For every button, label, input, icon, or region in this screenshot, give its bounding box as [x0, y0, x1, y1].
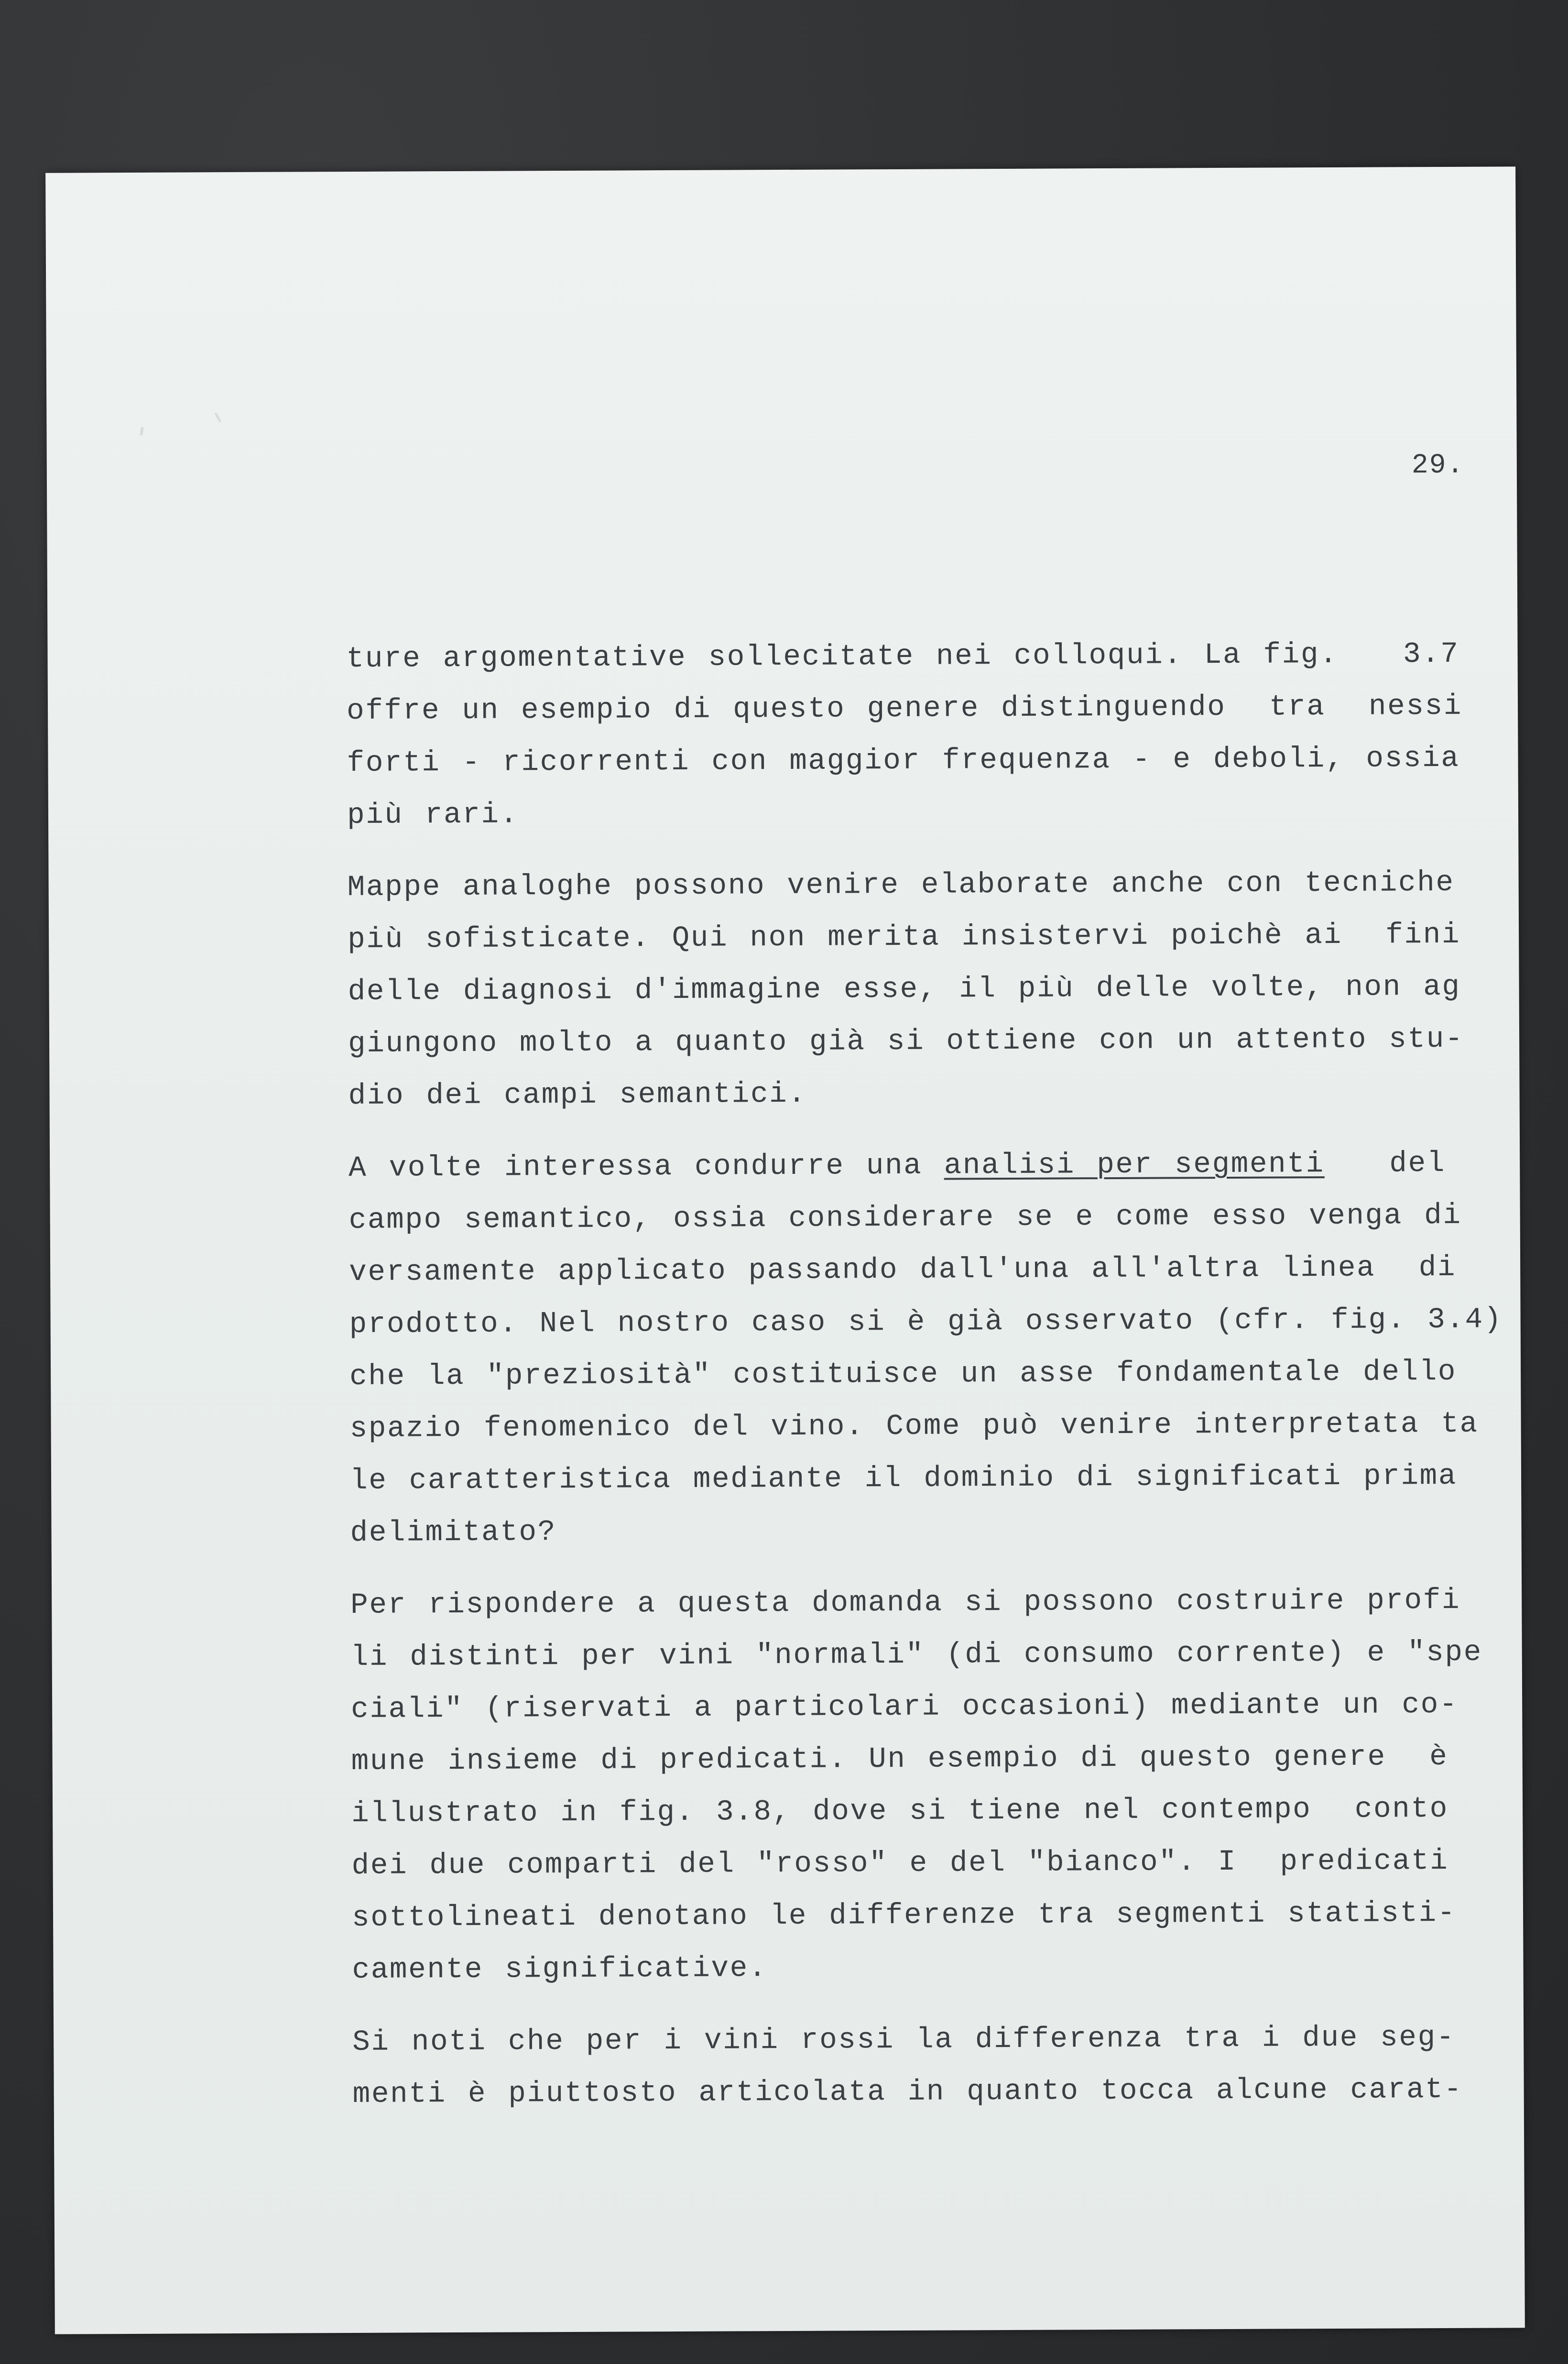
- text-line: più sofisticate. Qui non merita insistervi poichè ai fini: [348, 918, 1461, 956]
- text-line: [348, 1138, 1446, 1194]
- typewritten-page: [45, 166, 1525, 2334]
- text-line: prodotto. Nel nostro caso si è già osservato (cfr. fig. 3.4): [349, 1303, 1503, 1341]
- body-text: [346, 628, 1503, 2120]
- text-line: ture argomentative sollecitate nei colloqui. La fig. 3.7: [346, 637, 1459, 676]
- text-line: giungono molto a quanto già si ottiene con un attento stu-: [348, 1022, 1464, 1061]
- text-line: illustrato in fig. 3.8, dove si tiene nel contempo conto: [351, 1792, 1449, 1830]
- paragraph-4: [350, 1575, 1482, 1996]
- text-line: versamente applicato passando dall'una all'altra linea di: [349, 1251, 1457, 1289]
- text-line: Per rispondere a questa domanda si possono costruire profi: [350, 1584, 1461, 1622]
- paper-mark: [140, 427, 143, 436]
- text-line: Si noti che per i vini rossi la differenza tra i due seg-: [352, 2021, 1456, 2059]
- text-line: delle diagnosi d'immagine esse, il più delle volte, non ag: [348, 970, 1461, 1008]
- text-segment: del: [1324, 1147, 1446, 1181]
- text-line: menti è piuttosto articolata in quanto tocca alcune carat-: [352, 2073, 1463, 2111]
- text-line: campo semantico, ossia considerare se e come esso venga di: [348, 1199, 1462, 1237]
- text-line: più rari.: [347, 798, 519, 832]
- text-line: camente significative.: [352, 1952, 768, 1987]
- paragraph-2: [347, 857, 1464, 1122]
- paragraph-3: [348, 1138, 1503, 1559]
- text-line: forti - ricorrenti con maggior frequenza - e deboli, ossia: [347, 742, 1460, 780]
- paragraph-5: [352, 2012, 1463, 2121]
- paragraph-1: [346, 628, 1463, 842]
- text-line: offre un esempio di questo genere distinguendo tra nessi: [346, 690, 1463, 728]
- text-line: le caratteristica mediante il dominio di significati prima: [349, 1459, 1458, 1498]
- text-line: spazio fenomenico del vino. Come può venire interpretata ta: [349, 1407, 1479, 1445]
- text-line: delimitato?: [350, 1516, 556, 1550]
- text-line: li distinti per vini "normali" (di consumo corrente) e "spe: [350, 1636, 1482, 1674]
- text-segment: A volte interessa condurre una: [348, 1149, 944, 1185]
- text-line: dio dei campi semantici.: [348, 1077, 807, 1113]
- text-line: che la "preziosità" costituisce un asse fondamentale dello: [349, 1355, 1457, 1393]
- text-line: mune insieme di predicati. Un esempio di questo genere è: [351, 1740, 1448, 1778]
- text-line: dei due comparti del "rosso" e del "bianco". I predicati: [351, 1844, 1449, 1882]
- paper-mark: [214, 412, 221, 423]
- underlined-phrase: analisi per segmenti: [944, 1148, 1325, 1182]
- text-line: Mappe analoghe possono venire elaborate anche con tecniche: [347, 866, 1455, 904]
- page-number: 29.: [1411, 449, 1465, 482]
- text-line: sottolineati denotano le differenze tra segmenti statisti-: [351, 1896, 1457, 1935]
- text-line: ciali" (riservati a particolari occasioni) mediante un co-: [351, 1688, 1459, 1726]
